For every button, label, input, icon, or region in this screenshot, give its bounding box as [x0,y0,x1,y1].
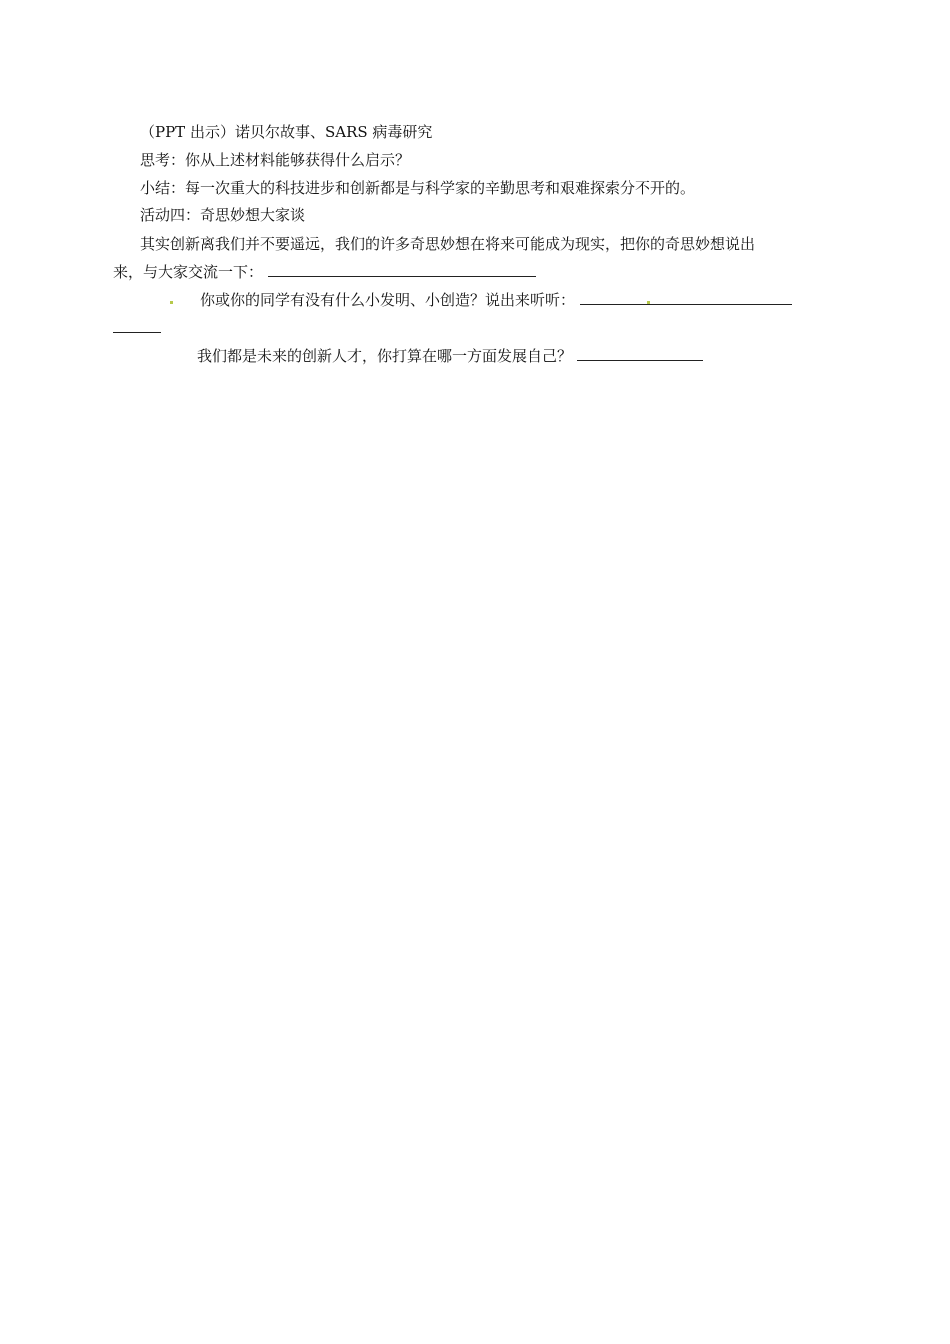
question-2 [197,346,703,366]
answer-blank-2[interactable] [580,290,792,305]
paragraph-line-2 [113,262,536,282]
think-line-text: 思考：你从上述材料能够获得什么启示？ [140,151,411,169]
answer-blank-2-continuation [113,318,161,338]
ppt-line [140,122,432,142]
ppt-line-text: （PPT 出示）诺贝尔故事、SARS 病毒研究 [140,123,433,141]
summary-line [140,178,695,198]
activity-title [140,205,305,225]
answer-blank-1[interactable] [268,262,536,277]
question-1 [200,290,792,310]
question-2-text: 我们都是未来的创新人才，你打算在哪一方面发展自己？ [197,347,573,365]
speck-mark [647,301,650,304]
answer-blank-3[interactable] [577,346,703,361]
paragraph-line-1 [140,234,755,254]
summary-line-text: 小结：每一次重大的科技进步和创新都是与科学家的辛勤思考和艰难探索分不开的。 [140,179,696,197]
answer-blank-2-cont[interactable] [113,318,161,333]
question-1-text: 你或你的同学有没有什么小发明、小创造？说出来听听： [200,291,576,309]
paragraph-line-2-text: 来，与大家交流一下： [113,263,264,281]
speck-mark [170,301,173,304]
activity-title-text: 活动四：奇思妙想大家谈 [140,206,306,224]
think-line [140,150,410,170]
paragraph-line-1-text: 其实创新离我们并不要遥远，我们的许多奇思妙想在将来可能成为现实，把你的奇思妙想说出 [140,235,756,253]
